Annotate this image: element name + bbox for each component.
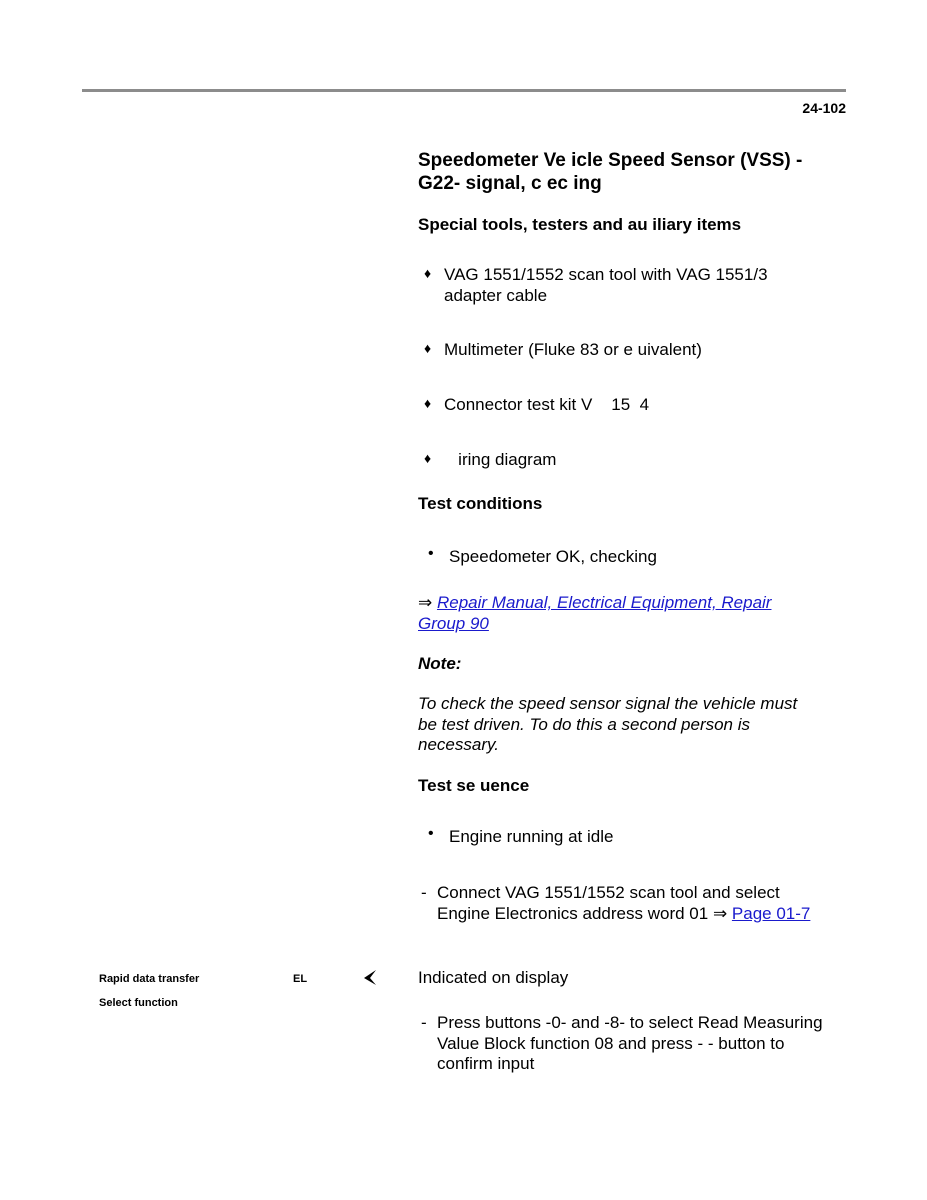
- display-label: Indicated on display: [418, 968, 569, 987]
- tools-heading: Special tools, testers and au iliary items: [418, 215, 742, 234]
- list-item-text: Multimeter (Fluke 83 or e uivalent): [444, 340, 702, 359]
- note-text: To check the speed sensor signal the vehicle must be test driven. To do this a second person is necessary.: [418, 694, 798, 754]
- page-title: Speedometer Ve icle Speed Sensor (VSS) -G22- signal, c ec ing: [418, 150, 803, 194]
- step-dash: -: [421, 883, 427, 902]
- list-item-text: Speedometer OK, checking: [449, 547, 657, 566]
- display-pointer-icon: [361, 968, 379, 986]
- list-item: [424, 340, 824, 362]
- arrow-right-icon: ⇒: [712, 903, 728, 923]
- list-item-text: VAG 1551/1552 scan tool with VAG 1551/3 adapter cable: [444, 265, 768, 305]
- page-number: 24-102: [802, 100, 846, 116]
- diamond-bullet-icon: ♦: [424, 265, 432, 281]
- conditions-heading: Test conditions: [418, 494, 543, 513]
- list-item-text: iring diagram: [444, 450, 557, 469]
- page-link[interactable]: Page 01-7: [731, 903, 811, 923]
- list-item: [424, 450, 824, 472]
- repair-manual-link[interactable]: Repair Manual, Electrical Equipment, Repair Group 90: [418, 593, 772, 633]
- step-text-body: Connect VAG 1551/1552 scan tool and select Engine Electronics address word 01: [437, 883, 780, 923]
- display-line1-right: EL: [293, 973, 308, 985]
- display-line1-left: Rapid data transfer: [99, 973, 200, 985]
- diamond-bullet-icon: ♦: [424, 340, 432, 356]
- list-item: [424, 395, 824, 417]
- list-item-text: Engine running at idle: [449, 827, 614, 846]
- sequence-heading: Test se uence: [418, 776, 530, 795]
- list-item: [428, 547, 828, 569]
- list-item: [424, 265, 824, 309]
- diamond-bullet-icon: ♦: [424, 395, 432, 411]
- step-text: Press buttons -0- and -8- to select Read Measuring Value Block function 08 and press - - button to confirm input: [437, 1013, 823, 1073]
- header-rule: [82, 89, 846, 92]
- list-item-text: Connector test kit V 15 4: [444, 395, 650, 414]
- dot-bullet-icon: •: [428, 825, 434, 842]
- diamond-bullet-icon: ♦: [424, 450, 432, 466]
- repair-manual-reference: [418, 593, 818, 634]
- step-select-function: [421, 1013, 831, 1077]
- display-line2: Select function: [99, 997, 178, 1009]
- arrow-right-icon: ⇒: [418, 593, 433, 612]
- list-item: [428, 827, 828, 849]
- note-heading: Note:: [418, 654, 462, 673]
- dot-bullet-icon: •: [428, 545, 434, 562]
- step-dash: -: [421, 1013, 427, 1032]
- step-text: [437, 883, 831, 924]
- step-connect-scan-tool: [421, 883, 831, 947]
